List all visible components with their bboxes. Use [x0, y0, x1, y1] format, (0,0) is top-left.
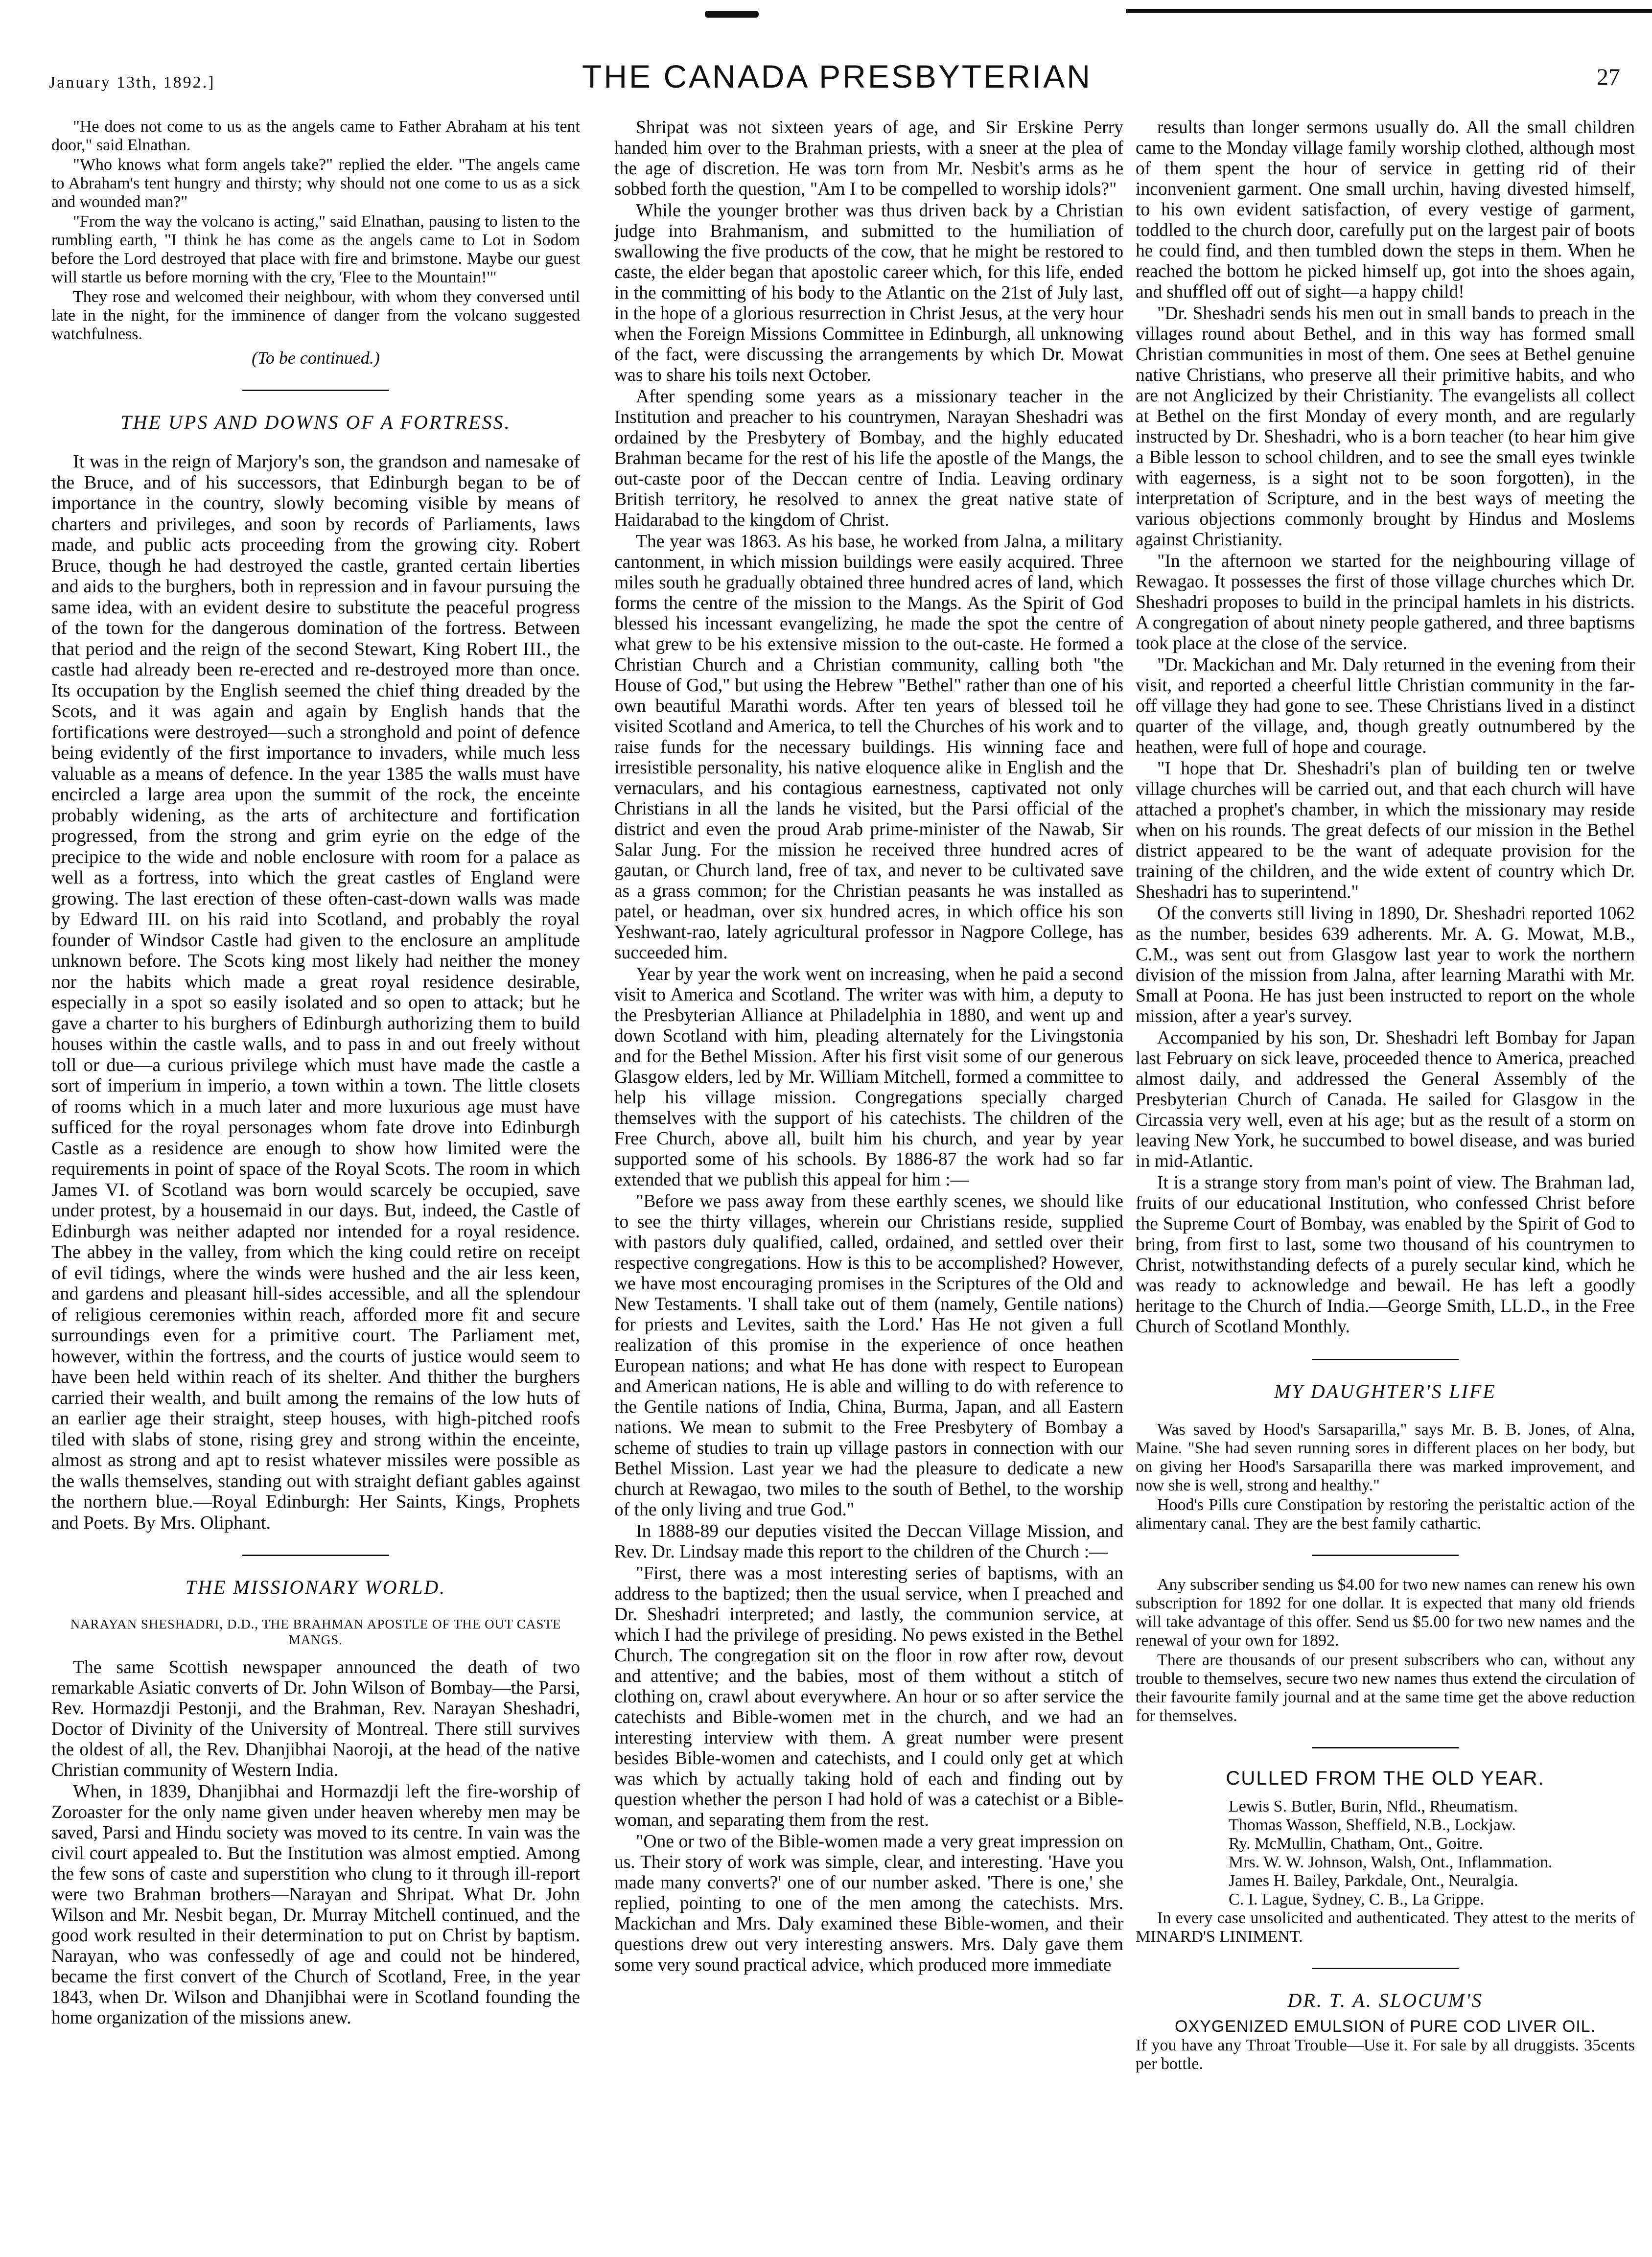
testimonial-item: Thomas Wasson, Sheffield, N.B., Lockjaw. [1229, 1816, 1516, 1834]
missionary-paragraph: "Dr. Sheshadri sends his men out in small bands to preach in the villages round about Bethel, and in this way has formed small Christian communities in most of them. One sees at Bethel genuine native Christians, who preserve all their primitive habits, and who are not Anglicized by their Christianity. The evangelists all collect at Bethel on the first Monday of every month, and are regularly instructed by Dr. Sheshadri, who is a born teacher (to hear him give a Bible lesson to school children, and to see the small eyes twinkle with eagerness, is a sight not to be soon forgotten), in the interpretation of Scripture, and in the best ways of meeting the various objections commonly brought by Hindus and Moslems against Christianity. [1136, 303, 1635, 550]
section-divider [1312, 1747, 1459, 1748]
section-divider [242, 390, 389, 391]
missionary-paragraph: While the younger brother was thus driven back by a Christian judge into Brahmanism, and submitted to the humiliation of swallowing the five products of the cow, that he might be restored to caste, the elder began that apostolic career which, for this life, ended in the committing of his body to the Atlantic on the 21st of July last, in the hope of a glorious resurrection in Christ Jesus, at the very hour when the Foreign Missions Committee in Edinburgh, all unknowing of the fact, were discussing the arrangements by which Dr. Mowat was to share his toils next October. [614, 201, 1123, 385]
column-2 [614, 117, 1123, 2232]
testimonial-item: Lewis S. Butler, Burin, Nfld., Rheumatism. [1229, 1797, 1518, 1815]
missionary-paragraph: results than longer sermons usually do. All the small children came to the Monday village family worship clothed, although most of them spent the hour of service in getting rid of their inconvenient garment. One small urchin, having divested himself, to his own evident satisfaction, of every vestige of garment, toddled to the church door, carefully put on the largest pair of boots he could find, and then tumbled down the steps in them. When he reached the bottom he picked himself up, got into the shoes again, and shuffled off out of sight—a happy child! [1136, 117, 1635, 302]
hoods-advertisement [1136, 1420, 1635, 1533]
missionary-paragraph: It is a strange story from man's point of view. The Brahman lad, fruits of our educational Institution, who confessed Christ before the Supreme Court of Bombay, was enabled by the Spirit of God to bring, from first to last, some two thousand of his countrymen to Christ, notwithstanding defects of a purely secular kind, which he was ready to acknowledge and bewail. He has left a goodly heritage to the Church of India.—George Smith, LL.D., in the Free Church of Scotland Monthly. [1136, 1173, 1635, 1337]
missionary-paragraph: "I hope that Dr. Sheshadri's plan of building ten or twelve village churches will be carried out, and that each church will have attached a prophet's chamber, in which the missionary may reside when on his rounds. The great defects of our mission in the Bethel district appeared to be the want of adequate provision for the training of the children, and the wide extent of country which Dr. Sheshadri has to superintend." [1136, 759, 1635, 902]
missionary-paragraph: The year was 1863. As his base, he worked from Jalna, a military cantonment, in which mission buildings were easily acquired. Three miles south he gradually obtained three hundred acres of land, which forms the centre of the mission to the Mangs. As the Spirit of God blessed his incessant evangelizing, he made the spot the centre of what grew to be his extensive mission to the out-caste. He formed a Christian Church and a Christian community, calling both "the House of God," but using the Hebrew "Bethel" rather than one of his own beautiful Marathi words. After ten years of blessed toil he visited Scotland and America, to tell the Churches of his work and to raise funds for the necessary buildings. His winning face and irresistible personality, his native eloquence alike in English and the vernaculars, and his contagious earnestness, captivated not only Christians in all the lands he visited, but the Parsi official of the district and even the proud Arab prime-minister of the Nawab, Sir Salar Jung. For the mission he received three hundred acres of gautan, or Church land, free of tax, and never to be cultivated save as a grass common; for the Christian peasants he was installed as patel, or headman, over six hundred acres, in which office his son Yeshwant-rao, lately agricultural professor in Nagpore College, has succeeded him. [614, 532, 1123, 963]
slocum-heading: DR. T. A. SLOCUM'S [1287, 1989, 1483, 2011]
fortress-heading: THE UPS AND DOWNS OF A FORTRESS. [120, 411, 511, 433]
story-paragraph: "Who knows what form angels take?" replied the elder. "The angels came to Abraham's tent hungry and thirsty; why should not one come to us as a sick and wounded man?" [51, 156, 580, 211]
ad-paragraph: Hood's Pills cure Constipation by restoring the peristaltic action of the alimentary canal. They are the best family cathartic. [1136, 1496, 1635, 1533]
section-divider [1312, 1968, 1459, 1969]
story-paragraph: "From the way the volcano is acting," said Elnathan, pausing to listen to the rumbling earth, "I think he has come as the angels came to Lot in Sodom before the Lord destroyed that place with fire and brimstone. Maybe our guest will startle us before morning with the cry, 'Flee to the Mountain!'" [51, 212, 580, 286]
missionary-subheading: NARAYAN SHESHADRI, D.D., THE BRAHMAN APOSTLE OF THE OUT CASTE MANGS. [70, 1617, 561, 1647]
testimonial-item: Mrs. W. W. Johnson, Walsh, Ont., Inflammation. [1229, 1853, 1553, 1871]
slocum-advertisement [1136, 1989, 1635, 2073]
story-continuation [51, 117, 580, 344]
top-scan-mark [705, 11, 759, 18]
section-divider [242, 1555, 389, 1556]
subscriber-notice [1136, 1576, 1635, 1725]
ad-paragraph: Was saved by Hood's Sarsaparilla," says Mr. B. B. Jones, of Alna, Maine. "She had seven running sores in different places on her body, but on giving her Hood's Sarsaparilla there was marked improvement, and now she is well, strong and healthy." [1136, 1420, 1635, 1494]
missionary-paragraph: "In the afternoon we started for the neighbouring village of Rewagao. It possesses the first of those village churches which Dr. Sheshadri proposes to build in the principal hamlets in his districts. A congregation of about ninety people gathered, and three baptisms took place at the close of the service. [1136, 551, 1635, 653]
fortress-article-text: It was in the reign of Marjory's son, the grandson and namesake of the Bruce, and of his successors, that Edinburgh began to be of importance in the country, slowly becoming visible by means of charters and privileges, and soon by records of Parliaments, laws made, and public acts proceeding from the growing city. Robert Bruce, though he had destroyed the castle, granted certain liberties and aids to the burghers, both in repression and in favour pursuing the same idea, with an evident desire to substitute the peaceful progress of the town for the dangerous domination of the fortress. Between that period and the reign of the second Stewart, King Robert III., the castle had already been re-erected and re-destroyed more than once. Its occupation by the English seemed the chief thing dreaded by the Scots, and it was again and again by English hands that the fortifications were destroyed—such a stronghold and point of defence being evidently of the first importance to invaders, while much less valuable as a means of defence. In the year 1385 the walls must have encircled a large area upon the summit of the rock, the enceinte probably widening, as the arts of architecture and fortification progressed, from the strong and grim eyrie on the edge of the precipice to the wide and noble enclosure with room for a palace as well as a fortress, into which the great castles of England were growing. The last erection of these often-cast-down walls was made by Edward III. on his raid into Scotland, and probably the royal founder of Windsor Castle had given to the enclosure an amplitude unknown before. The Scots king most likely had neither the money nor the habits which made a great royal residence desirable, especially in a spot so easily isolated and so open to attack; but he gave a charter to his burghers of Edinburgh authorizing them to build houses within the castle walls, and to pass in and out freely without toll or due—a curious privilege which must have made the castle a sort of imperium in imperio, a town within a town. The little closets of rooms which in a much later and more luxurious age must have sufficed for the royal personages whom fate drove into Edinburgh Castle as a residence are enough to show how limited were the requirements in point of space of the Royal Scots. The room in which James VI. of Scotland was born would scarcely be occupied, save under protest, by a housemaid in our days. But, indeed, the Castle of Edinburgh was neither adapted nor intended for a royal residence. The abbey in the valley, from which the king could retire on receipt of evil tidings, where the winds were hushed and the air less keen, and gardens and pleasant hill-sides accessible, and all the splendour of religious ceremonies within reach, afforded more fit and secure surroundings even for a primitive court. The Parliament met, however, within the fortress, and the courts of justice would seem to have been held within reach of its shelter. And thither the burghers carried their wealth, and built among the remains of the low huts of an earlier age their straight, steep houses, with high-pitched roofs tiled with slabs of stone, rising grey and strong within the enceinte, almost as strong and apt to resist whatever missiles were possible as the walls themselves, standing out with straight defiant gables against the northern blue.—Royal Edinburgh: Her Saints, Kings, Prophets and Poets. By Mrs. Oliphant. [51, 451, 580, 1533]
section-divider [1312, 1359, 1459, 1360]
header-date: January 13th, 1892.] [49, 73, 215, 92]
slocum-subtitle: OXYGENIZED EMULSION of PURE COD LIVER OIL. [1174, 2017, 1596, 2036]
missionary-paragraph: "One or two of the Bible-women made a very great impression on us. Their story of work was simple, clear, and interesting. 'Have you made many converts?' one of our number asked. 'There is one,' she replied, pointing to one of the men among the catechists. Mrs. Mackichan and Mrs. Daly examined these Bible-women, and their questions drew out very interesting answers. Mrs. Daly gave them some very sound practical advice, which produced more immediate [614, 1832, 1123, 1975]
missionary-paragraph: The same Scottish newspaper announced the death of two remarkable Asiatic converts of Dr. John Wilson of Bombay—the Parsi, Rev. Hormazdji Pestonji, and the Brahman, Rev. Narayan Sheshadri, Doctor of Divinity of the University of Montreal. There still survives the oldest of all, the Rev. Dhanjibhai Naoroji, at the head of the native Christian community of Western India. [51, 1657, 580, 1780]
missionary-paragraph: In 1888-89 our deputies visited the Deccan Village Mission, and Rev. Dr. Lindsay made this report to the children of the Church :— [614, 1521, 1123, 1562]
slocum-text: If you have any Throat Trouble—Use it. For sale by all druggists. 35cents per bottle. [1136, 2036, 1635, 2073]
notice-paragraph: Any subscriber sending us $4.00 for two new names can renew his own subscription for 1892 for one dollar. It is expected that many old friends will take advantage of this offer. Send us $5.00 for two new names and the renewal of your own for 1892. [1136, 1576, 1635, 1650]
missionary-paragraph: Year by year the work went on increasing, when he paid a second visit to America and Scotland. The writer was with him, a deputy to the Presbyterian Alliance at Philadelphia in 1880, and went up and down Scotland with him, pleading alternately for the Livingstonia and for the Bethel Mission. After his first visit some of our generous Glasgow elders, led by Mr. William Mitchell, formed a committee to help his village mission. Congregations specially charged themselves with the support of his catechists. The children of the Free Church, above all, built him his church, and year by year supported some of his schools. By 1886-87 the work had so far extended that we publish this appeal for him :— [614, 964, 1123, 1190]
missionary-paragraph: Shripat was not sixteen years of age, and Sir Erskine Perry handed him over to the Brahman priests, with a sneer at the plea of the age of discretion. He was torn from Mr. Nesbit's arms as he sobbed forth the question, "Am I to be compelled to worship idols?" [614, 117, 1123, 199]
missionary-paragraph: "Dr. Mackichan and Mr. Daly returned in the evening from their visit, and reported a cheerful little Christian community in the far-off village they had gone to see. These Christians lived in a distinct quarter of the village, and, though greatly outnumbered by the heathen, were full of hope and courage. [1136, 655, 1635, 757]
missionary-world-heading: THE MISSIONARY WORLD. [185, 1576, 446, 1598]
page-number: 27 [1597, 64, 1620, 90]
testimonial-item: James H. Bailey, Parkdale, Ont., Neuralgia. [1229, 1872, 1518, 1890]
to-be-continued: (To be continued.) [252, 348, 380, 368]
story-paragraph: "He does not come to us as the angels came to Father Abraham at his tent door," said Elnathan. [51, 117, 580, 154]
column-3 [1136, 117, 1635, 2232]
testimonial-item: Ry. McMullin, Chatham, Ont., Goitre. [1229, 1835, 1483, 1853]
missionary-paragraph: After spending some years as a missionary teacher in the Institution and preacher to his countrymen, Narayan Sheshadri was ordained by the Presbytery of Bombay, and the highly educated Brahman became for the rest of his life the apostle of the Mangs, the out-caste poor of the Deccan centre of India. Leaving ordinary British territory, he resolved to annex the great native state of Haidarabad to the kingdom of Christ. [614, 387, 1123, 530]
missionary-paragraph: Of the converts still living in 1890, Dr. Sheshadri reported 1062 as the number, besides 639 adherents. Mr. A. G. Mowat, M.B., C.M., was sent out from Glasgow last year to work the northern division of the mission from Jalna, after learning Marathi with Mr. Small at Poona. He has just been instructed to report on the whole mission, after a year's survey. [1136, 904, 1635, 1026]
missionary-paragraph: When, in 1839, Dhanjibhai and Hormazdji left the fire-worship of Zoroaster for the only name given under heaven whereby men may be saved, Parsi and Hindu society was moved to its centre. In vain was the civil court appealed to. But the Institution was almost emptied. Among the few sons of caste and superstition who clung to it through ill-report were two Brahman brothers—Narayan and Shripat. What Dr. John Wilson and Mr. Nesbit began, Dr. Murray Mitchell continued, and the good work resulted in their determination to put on Christ by baptism. Narayan, who was confessedly of age and could not be hindered, became the first convert of the Church of Scotland, Free, in the year 1843, when Dr. Wilson and Dhanjibhai were in Scotland founding the home organization of the missions anew. [51, 1782, 580, 2028]
story-paragraph: They rose and welcomed their neighbour, with whom they conversed until late in the night, for the imminence of danger from the volcano suggested watchfulness. [51, 288, 580, 343]
testimonial-item: C. I. Lague, Sydney, C. B., La Grippe. [1229, 1890, 1484, 1908]
section-divider [1312, 1555, 1459, 1556]
newspaper-title: THE CANADA PRESBYTERIAN [582, 58, 1092, 94]
missionary-paragraph: "First, there was a most interesting series of baptisms, with an address to the baptized; then the usual service, when I preached and Dr. Sheshadri interpreted; and lastly, the communion service, at which I had the privilege of presiding. No pews existed in the Bethel Church. The congregation sit on the floor in row after row, devout and attentive; and the babies, most of them without a stitch of clothing on, crawl about everywhere. An hour or so after service the catechists and Bible-women met in the church, and we had an interesting interview with them. A great number were present besides Bible-women and catechists, and I could only get at which was which by actually taking hold of each and finding out by question whether the person I had hold of was a catechist or a Bible-woman, and separating them from the rest. [614, 1563, 1123, 1830]
page-header [49, 54, 1625, 98]
missionary-paragraph: Accompanied by his son, Dr. Sheshadri left Bombay for Japan last February on sick leave, proceeded thence to America, preached almost daily, and addressed the General Assembly of the Presbyterian Church of Canada. He sailed for Glasgow in the Circassia very well, even at his age; but as the result of a storm on leaving New York, he succumbed to bowel disease, and was buried in mid-Atlantic. [1136, 1028, 1635, 1171]
column-1 [51, 117, 580, 2232]
culled-heading: CULLED FROM THE OLD YEAR. [1226, 1768, 1545, 1789]
top-rule [1126, 9, 1652, 13]
missionary-paragraph: "Before we pass away from these earthly scenes, we should like to see the thirty villages, wherein our Christians reside, supplied with pastors duly qualified, called, ordained, and settled over their respective congregations. How is this to be accomplished? However, we have most encouraging promises in the Scriptures of the Old and New Testaments. 'I shall take out of them (namely, Gentile nations) for priests and Levites, saith the Lord.' Has He not given a full realization of this promise in the experience of once heathen European nations; and what He has done with respect to European and American nations, He is able and willing to do with reference to the Gentile nations of India, China, Burma, Japan, and all Eastern nations. We mean to submit to the Free Presbytery of Bombay a scheme of studies to train up village pastors in connection with our Bethel Mission. Last year we had the pleasure to dedicate a new church at Rewagao, two miles to the south of Bethel, to the worship of the only living and true God." [614, 1191, 1123, 1520]
minards-advertisement [1136, 1768, 1635, 1946]
culled-note: In every case unsolicited and authenticated. They attest to the merits of MINARD'S LINIMENT. [1136, 1909, 1635, 1946]
daughter-life-heading: MY DAUGHTER'S LIFE [1274, 1380, 1496, 1402]
notice-paragraph: There are thousands of our present subscribers who can, without any trouble to themselves, secure two new names thus extend the circulation of their favourite family journal and at the same time get the above reduction for themselves. [1136, 1651, 1635, 1725]
